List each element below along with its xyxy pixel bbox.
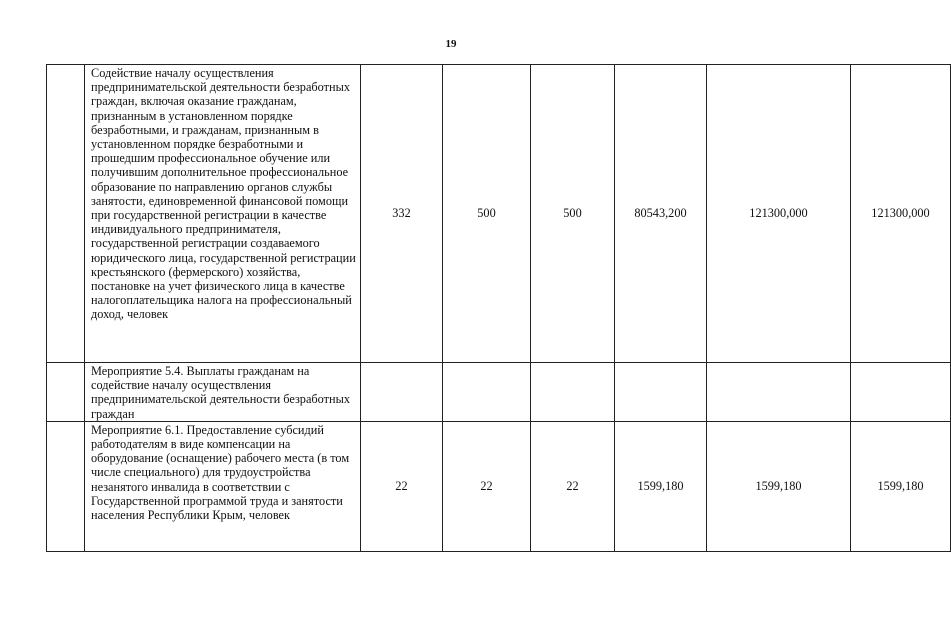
value-cell (707, 363, 851, 422)
row-number-cell (47, 363, 85, 422)
value-cell: 80543,200 (615, 65, 707, 363)
table-row (47, 421, 951, 551)
value-cell: 500 (531, 65, 615, 363)
description-cell: Содействие началу осуществления предпринимательской деятельности безработных граждан, включая оказание гражданам, признанным в установленном порядке безработными, и гражданам, признанным в установленном порядке безработными и прошедшим профессиональное обучение или получившим дополнительное профессиональное образование по направлению органов службы занятости, единовременной финансовой помощи при государственной регистрации в качестве индивидуального предпринимателя, государственной регистрации создаваемого юридического лица, государственной регистрации крестьянского (фермерского) хозяйства, постановке на учет физического лица в качестве налогоплательщика налога на профессиональный доход, человек (85, 65, 361, 363)
value-cell: 22 (361, 421, 443, 551)
value-cell: 332 (361, 65, 443, 363)
value-cell: 500 (443, 65, 531, 363)
page-number: 19 (445, 38, 457, 50)
table-row (47, 65, 951, 363)
description-cell: Мероприятие 5.4. Выплаты гражданам на содействие началу осуществления предпринимательской деятельности безработных граждан (85, 363, 361, 422)
value-cell (531, 363, 615, 422)
row-number-cell (47, 421, 85, 551)
table-row (47, 363, 951, 422)
value-cell (615, 363, 707, 422)
value-cell: 1599,180 (615, 421, 707, 551)
value-cell: 22 (443, 421, 531, 551)
row-number-cell (47, 65, 85, 363)
value-cell (851, 363, 951, 422)
description-cell: Мероприятие 6.1. Предоставление субсидий работодателям в виде компенсации на оборудование (оснащение) рабочего места (в том числе специального) для трудоустройства незанятого инвалида в соответствии с Государственной программой труда и занятости населения Республики Крым, человек (85, 421, 361, 551)
value-cell: 121300,000 (851, 65, 951, 363)
value-cell: 1599,180 (707, 421, 851, 551)
value-cell: 22 (531, 421, 615, 551)
value-cell: 1599,180 (851, 421, 951, 551)
program-indicators-table (46, 64, 951, 552)
value-cell (361, 363, 443, 422)
value-cell (443, 363, 531, 422)
value-cell: 121300,000 (707, 65, 851, 363)
